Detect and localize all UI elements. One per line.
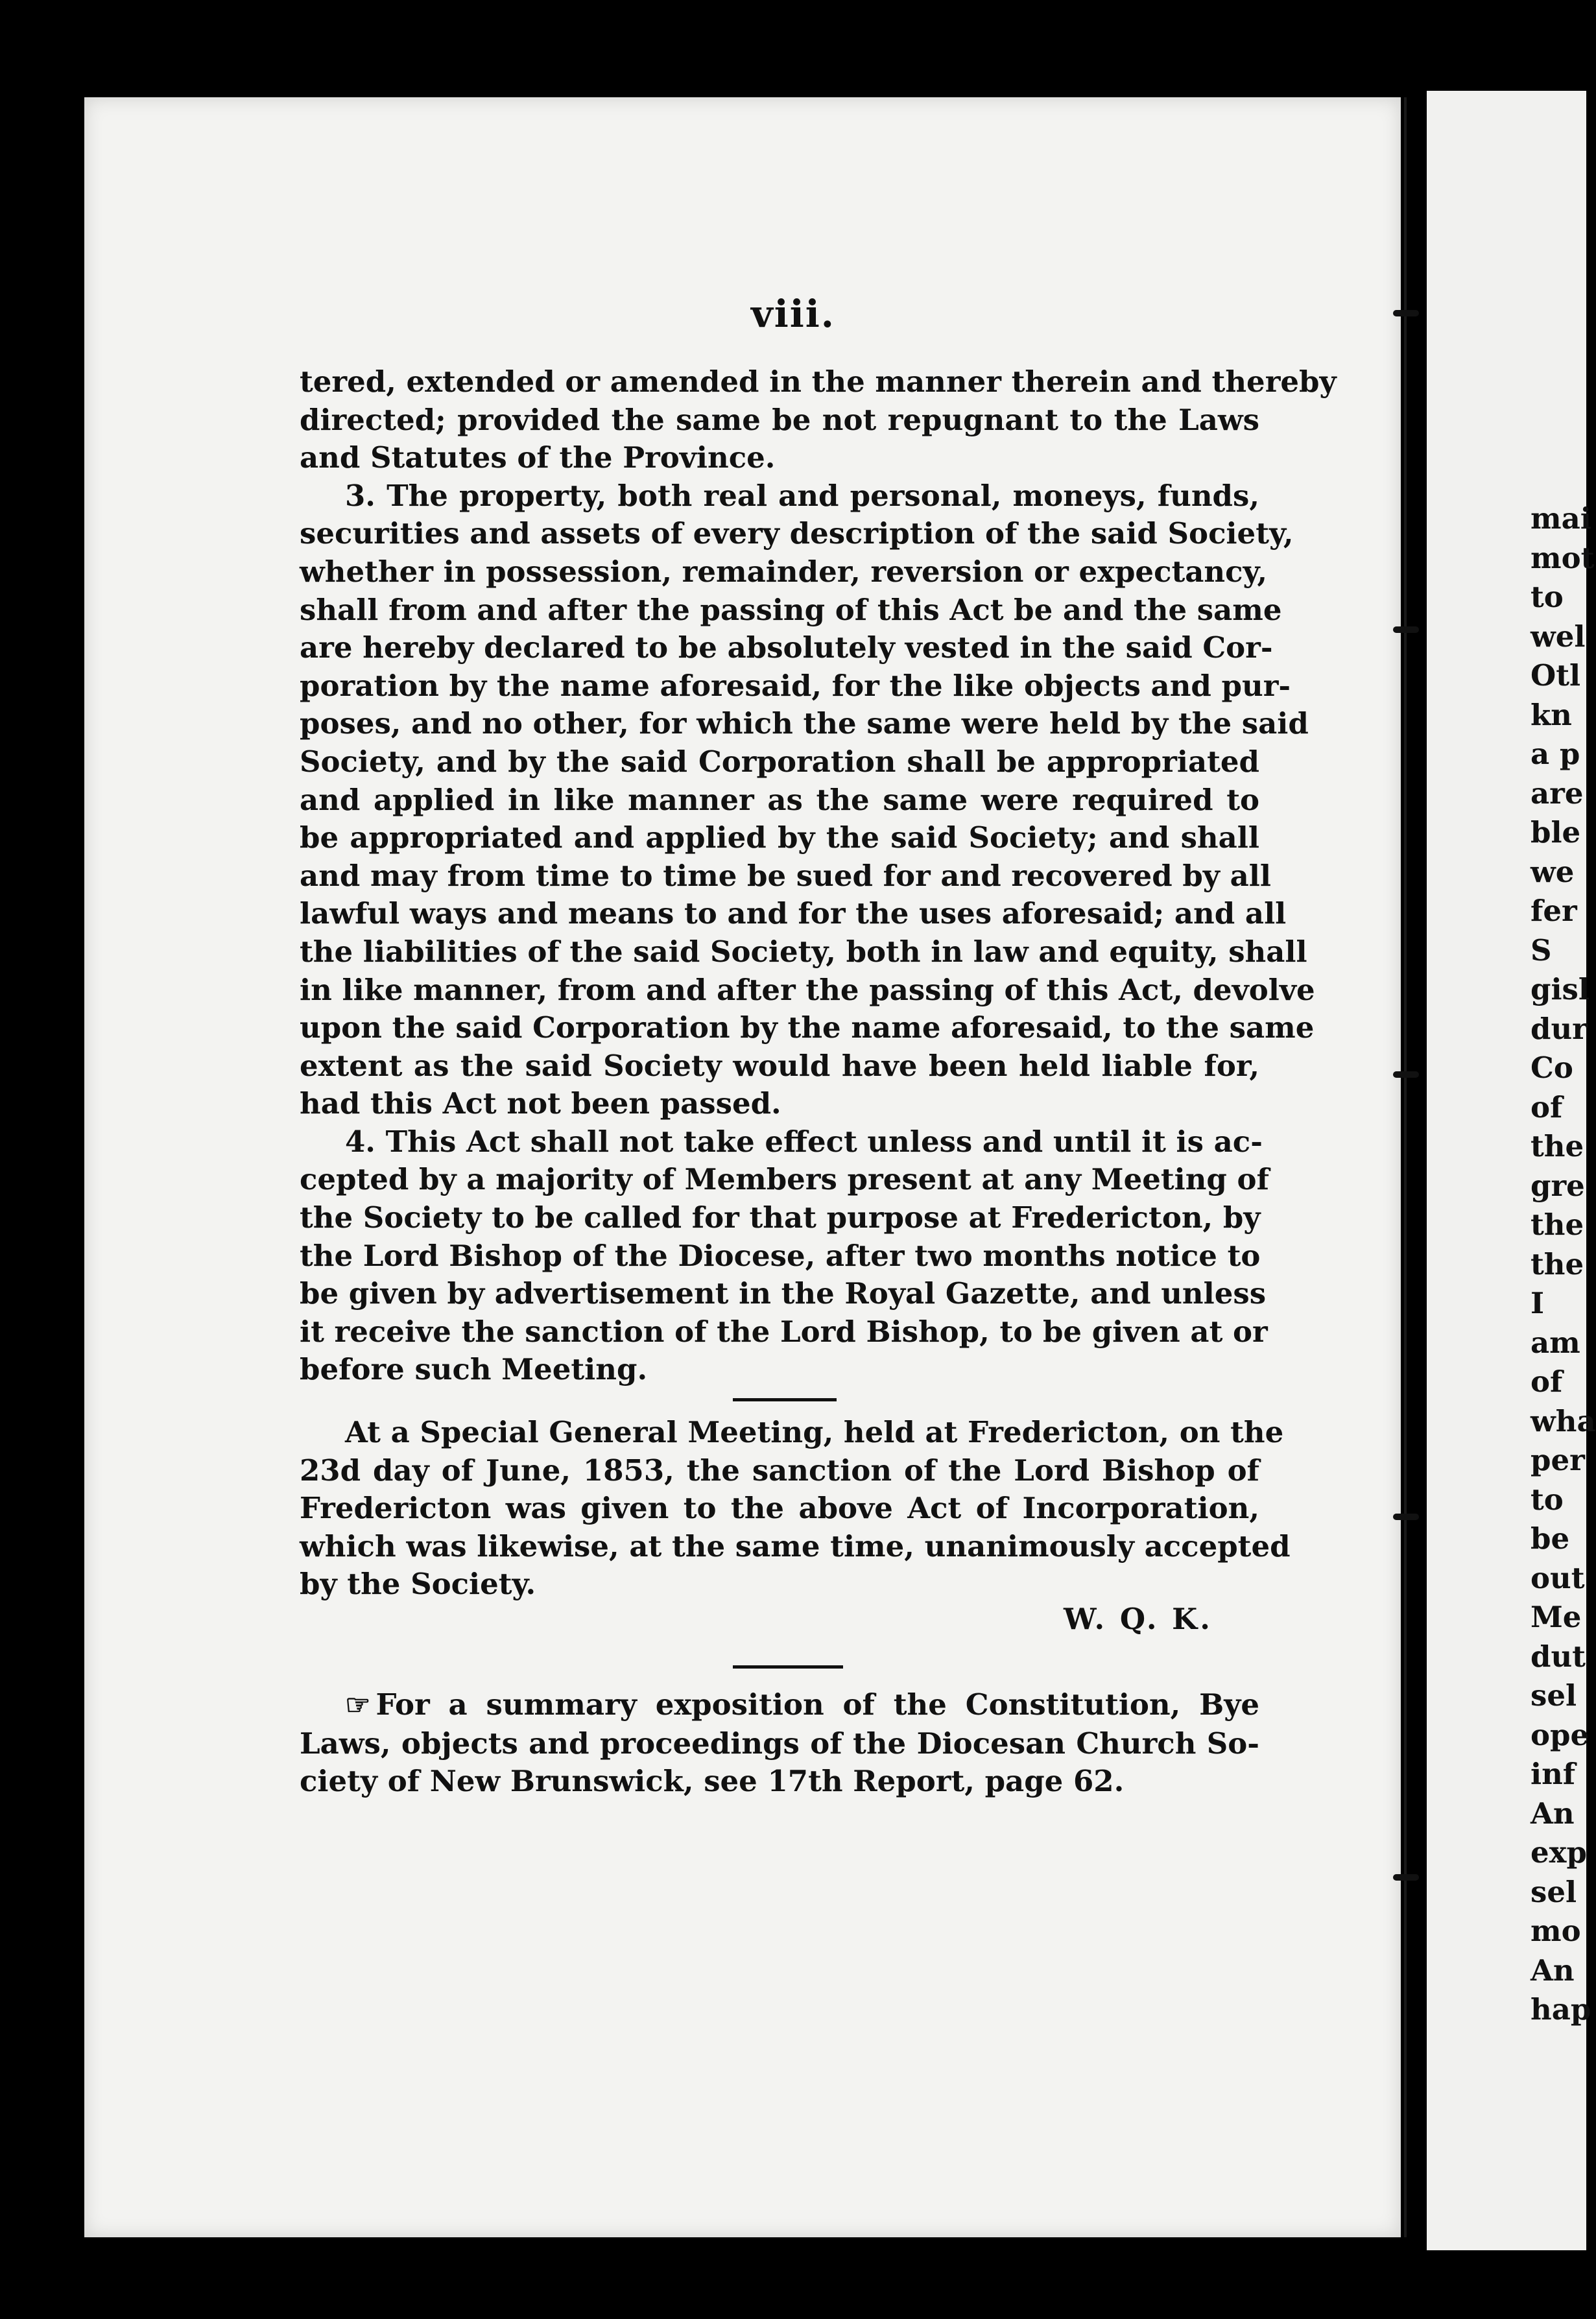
fragment: An (1530, 1796, 1575, 1831)
text-line: and may from time to time be sued for and recovered by all (300, 858, 1271, 893)
text-line: securities and assets of every description of the said Society, (300, 516, 1294, 551)
fragment: out (1530, 1560, 1585, 1595)
fragment: gre (1530, 1168, 1585, 1203)
page-number: viii. (751, 292, 835, 336)
text-line: before such Meeting. (300, 1352, 648, 1387)
fragment: hap (1530, 1992, 1591, 2027)
fragment: inf (1530, 1757, 1576, 1791)
text-line: lawful ways and means to and for the uses aforesaid; and all (300, 896, 1287, 931)
text-line: extent as the said Society would have been held liable for, (300, 1048, 1259, 1083)
text-line: the Society to be called for that purpose at Fredericton, by (300, 1200, 1261, 1235)
text-line: poration by the name aforesaid, for the like objects and pur- (300, 668, 1291, 703)
gutter-mark (1393, 1071, 1419, 1078)
fragment: the (1530, 1246, 1584, 1281)
gutter-line (1404, 97, 1407, 2237)
fragment: S (1530, 933, 1552, 968)
text-line: 23d day of June, 1853, the sanction of the Lord Bishop of (300, 1453, 1259, 1488)
section-3-start: 3. The property, both real and personal, moneys, funds, (345, 478, 1259, 513)
text-line: shall from and after the passing of this Act be and the same (300, 592, 1282, 627)
fragment: are (1530, 776, 1584, 811)
text-line: it receive the sanction of the Lord Bishop, to be given at or (300, 1314, 1268, 1349)
pointing-hand-icon: ☞ (345, 1689, 371, 1722)
text-line: directed; provided the same be not repugnant to the Laws (300, 402, 1259, 437)
text-line: poses, and no other, for which the same were held by the said (300, 706, 1309, 741)
fragment: mo (1530, 1914, 1581, 1948)
text-line: be given by advertisement in the Royal Gazette, and unless (300, 1276, 1267, 1311)
fragment: ble (1530, 815, 1581, 850)
text-line: Society, and by the said Corporation shall be appropriated (300, 744, 1259, 779)
reference-note (300, 1686, 1259, 1801)
fragment: sel (1530, 1874, 1577, 1909)
signature-initials: W. Q. K. (1064, 1602, 1213, 1636)
fragment: to (1530, 1482, 1564, 1517)
fragment: the (1530, 1129, 1584, 1163)
meeting-paragraph (300, 1414, 1291, 1604)
fragment: Otl (1530, 658, 1581, 693)
text-line: upon the said Corporation by the name aforesaid, to the same (300, 1010, 1315, 1045)
fragment: we (1530, 854, 1575, 889)
text-line: and Statutes of the Province. (300, 440, 776, 475)
fragment: the (1530, 1207, 1584, 1242)
fragment: ope (1530, 1717, 1590, 1752)
fragment: Me (1530, 1600, 1582, 1634)
gutter-mark (1393, 1874, 1419, 1881)
text-line: At a Special General Meeting, held at Fredericton, on the (345, 1415, 1284, 1449)
section-4-start: 4. This Act shall not take effect unless and until it is ac- (345, 1124, 1263, 1159)
text-line: the Lord Bishop of the Diocese, after two months notice to (300, 1238, 1261, 1273)
text-line: be appropriated and applied by the said Society; and shall (300, 820, 1259, 855)
fragment: wel (1530, 619, 1586, 654)
fragment: kn (1530, 697, 1572, 732)
fragment: I (1530, 1286, 1545, 1320)
text-line: whether in possession, remainder, reversion or expectancy, (300, 554, 1268, 589)
fragment: be (1530, 1521, 1570, 1556)
fragment: Co (1530, 1051, 1573, 1085)
right-page-fragments (1530, 499, 1596, 2030)
fragment: mot (1530, 540, 1595, 575)
text-line: the liabilities of the said Society, both in law and equity, shall (300, 934, 1307, 969)
fragment: An (1530, 1953, 1575, 1988)
text-line: tered, extended or amended in the manner therein and thereby (300, 364, 1337, 399)
text-line: Laws, objects and proceedings of the Diocesan Church So- (300, 1726, 1259, 1761)
note-line-text: For a summary exposition of the Constitution, Bye (375, 1687, 1259, 1722)
fragment: to (1530, 580, 1564, 614)
fragment: am (1530, 1325, 1580, 1360)
text-line: are hereby declared to be absolutely vested in the said Cor- (300, 630, 1273, 665)
gutter-mark (1393, 626, 1419, 633)
text-line: Fredericton was given to the above Act of Incorporation, (300, 1491, 1259, 1526)
text-line: cepted by a majority of Members present at any Meeting of (300, 1162, 1269, 1197)
fragment: dur (1530, 1011, 1588, 1046)
text-line: ciety of New Brunswick, see 17th Report, page 62. (300, 1764, 1125, 1799)
text-line (300, 1686, 1259, 1725)
fragment: sel (1530, 1678, 1577, 1713)
fragment: a p (1530, 737, 1580, 771)
note-divider (733, 1665, 843, 1669)
act-text (300, 363, 1337, 1389)
text-line: and applied in like manner as the same were required to (300, 782, 1259, 817)
fragment: dut (1530, 1639, 1586, 1674)
fragment: exp (1530, 1835, 1587, 1870)
text-line: which was likewise, at the same time, unanimously accepted (300, 1528, 1291, 1564)
gutter-mark (1393, 1514, 1419, 1520)
fragment: of (1530, 1364, 1563, 1399)
fragment: gisl (1530, 972, 1590, 1006)
text-line: in like manner, from and after the passing of this Act, devolve (300, 972, 1315, 1007)
fragment: fer (1530, 894, 1577, 928)
section-divider (733, 1398, 837, 1401)
fragment: of (1530, 1089, 1563, 1124)
fragment: per (1530, 1443, 1585, 1477)
fragment: wha (1530, 1403, 1596, 1438)
text-line: by the Society. (300, 1567, 536, 1602)
text-line: had this Act not been passed. (300, 1086, 781, 1121)
fragment: mai (1530, 501, 1591, 536)
